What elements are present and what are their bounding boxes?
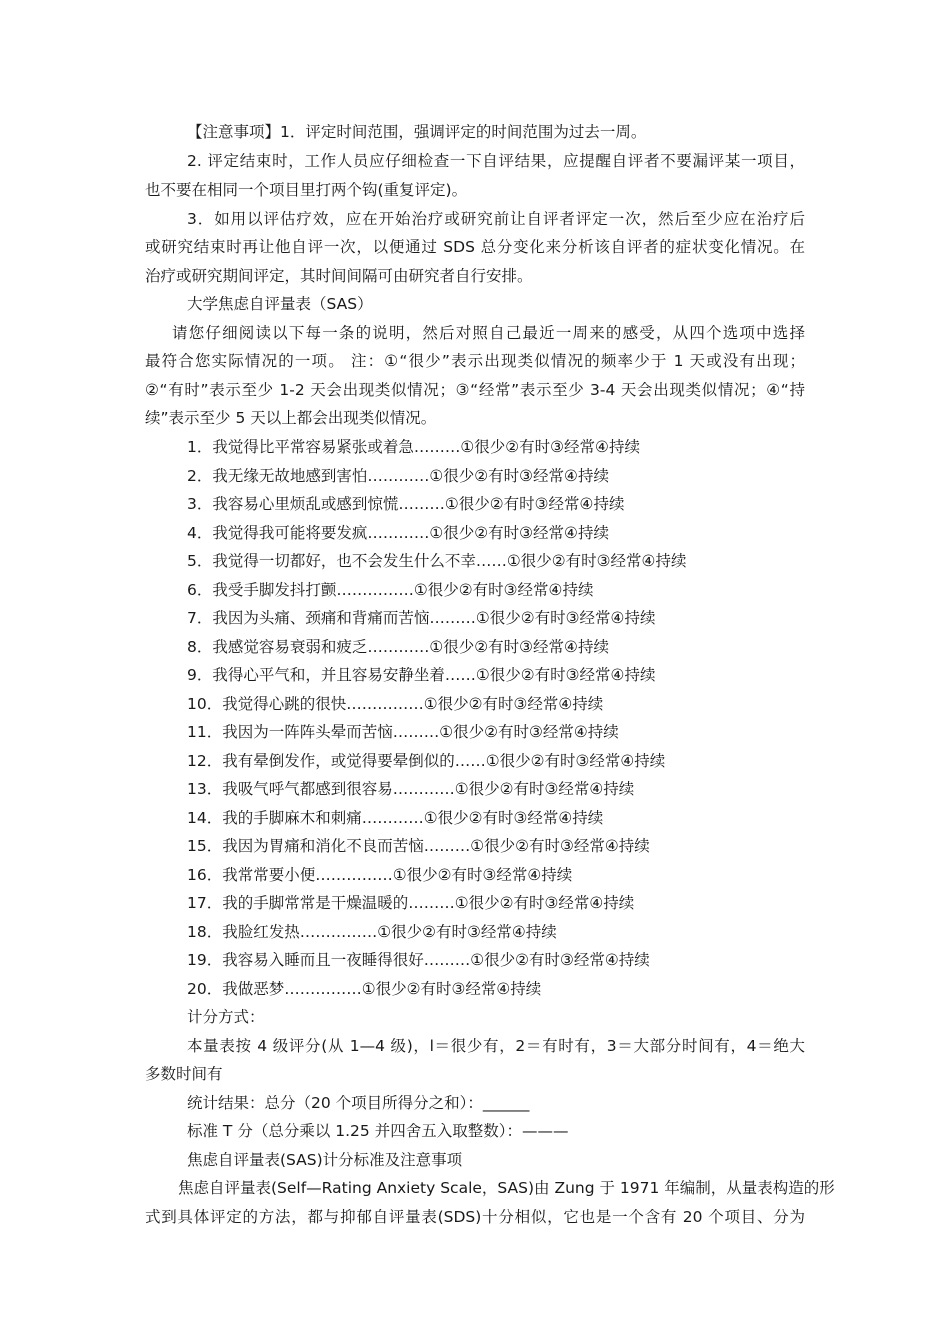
sas-instruction-3: ②“有时”表示至少 1-2 天会出现类似情况；③“经常”表示至少 3-4 天会出现类似情况；④“持 <box>145 381 805 399</box>
sas-instruction-2: 最符合您实际情况的一项。 注：①“很少”表示出现类似情况的频率少于 1 天或没有出现； <box>145 352 805 370</box>
sas-item-19: 19．我容易入睡而且一夜睡得很好………①很少②有时③经常④持续 <box>187 951 650 969</box>
sas-item-9: 9．我得心平气和，并且容易安静坐着……①很少②有时③经常④持续 <box>187 666 656 684</box>
sas-item-4: 4．我觉得我可能将要发疯…………①很少②有时③经常④持续 <box>187 524 609 542</box>
sas-item-10: 10．我觉得心跳的很快……………①很少②有时③经常④持续 <box>187 695 604 713</box>
scoring-intro-1: 焦虑自评量表(Self—Rating Anxiety Scale，SAS)由 Zung 于 1971 年编制，从量表构造的形 <box>178 1179 835 1197</box>
sas-item-6: 6．我受手脚发抖打颤……………①很少②有时③经常④持续 <box>187 581 594 599</box>
scoring-intro-2: 式到具体评定的方法，都与抑郁自评量表(SDS)十分相似，它也是一个含有 20 个项目、分为 <box>145 1208 805 1226</box>
sas-title: 大学焦虑自评量表（SAS） <box>187 295 373 313</box>
scoring-desc-1: 本量表按 4 级评分(从 1—4 级)，l＝很少有，2＝有时有，3＝大部分时间有，4＝绝大 <box>187 1037 805 1055</box>
sas-item-18: 18．我脸红发热……………①很少②有时③经常④持续 <box>187 923 557 941</box>
sas-item-2: 2．我无缘无故地感到害怕…………①很少②有时③经常④持续 <box>187 467 609 485</box>
sas-item-3: 3．我容易心里烦乱或感到惊慌………①很少②有时③经常④持续 <box>187 495 625 513</box>
sas-item-11: 11．我因为一阵阵头晕而苦恼………①很少②有时③经常④持续 <box>187 723 619 741</box>
notes-line-2: 2. 评定结束时，工作人员应仔细检查一下自评结果，应提醒自评者不要漏评某一项目， <box>187 152 805 170</box>
sas-item-20: 20．我做恶梦……………①很少②有时③经常④持续 <box>187 980 542 998</box>
sas-item-14: 14．我的手脚麻木和刺痛…………①很少②有时③经常④持续 <box>187 809 604 827</box>
sas-item-8: 8．我感觉容易衰弱和疲乏…………①很少②有时③经常④持续 <box>187 638 609 656</box>
notes-line-1: 【注意事项】1．评定时间范围，强调评定的时间范围为过去一周。 <box>187 123 647 141</box>
notes-line-3: 也不要在相同一个项目里打两个钩(重复评定)。 <box>145 181 468 199</box>
sas-item-7: 7．我因为头痛、颈痛和背痛而苦恼………①很少②有时③经常④持续 <box>187 609 656 627</box>
sas-instruction-1: 请您仔细阅读以下每一条的说明，然后对照自己最近一周来的感受，从四个选项中选择 <box>172 324 805 342</box>
sas-item-1: 1．我觉得比平常容易紧张或着急………①很少②有时③经常④持续 <box>187 438 640 456</box>
sas-item-16: 16．我常常要小便……………①很少②有时③经常④持续 <box>187 866 573 884</box>
notes-line-5: 或研究结束时再让他自评一次，以便通过 SDS 总分变化来分析该自评者的症状变化情况。在 <box>145 238 805 256</box>
sas-item-5: 5．我觉得一切都好，也不会发生什么不幸……①很少②有时③经常④持续 <box>187 552 687 570</box>
notes-line-6: 治疗或研究期间评定，其时间间隔可由研究者自行安排。 <box>145 267 533 285</box>
scoring-label: 计分方式： <box>187 1008 265 1026</box>
scoring-standard-title: 焦虑自评量表(SAS)计分标准及注意事项 <box>187 1151 463 1169</box>
sas-item-15: 15．我因为胃痛和消化不良而苦恼………①很少②有时③经常④持续 <box>187 837 650 855</box>
scoring-result: 统计结果：总分（20 个项目所得分之和）：______ <box>187 1094 530 1112</box>
sas-item-17: 17．我的手脚常常是干燥温暖的………①很少②有时③经常④持续 <box>187 894 635 912</box>
sas-item-12: 12．我有晕倒发作，或觉得要晕倒似的……①很少②有时③经常④持续 <box>187 752 666 770</box>
notes-line-4: 3．如用以评估疗效，应在开始治疗或研究前让自评者评定一次，然后至少应在治疗后 <box>187 210 805 228</box>
scoring-tscore: 标准 T 分（总分乘以 1.25 并四舍五入取整数）：——— <box>187 1122 569 1140</box>
sas-instruction-4: 续”表示至少 5 天以上都会出现类似情况。 <box>145 409 437 427</box>
sas-item-13: 13．我吸气呼气都感到很容易…………①很少②有时③经常④持续 <box>187 780 635 798</box>
scoring-desc-2: 多数时间有 <box>145 1065 223 1083</box>
